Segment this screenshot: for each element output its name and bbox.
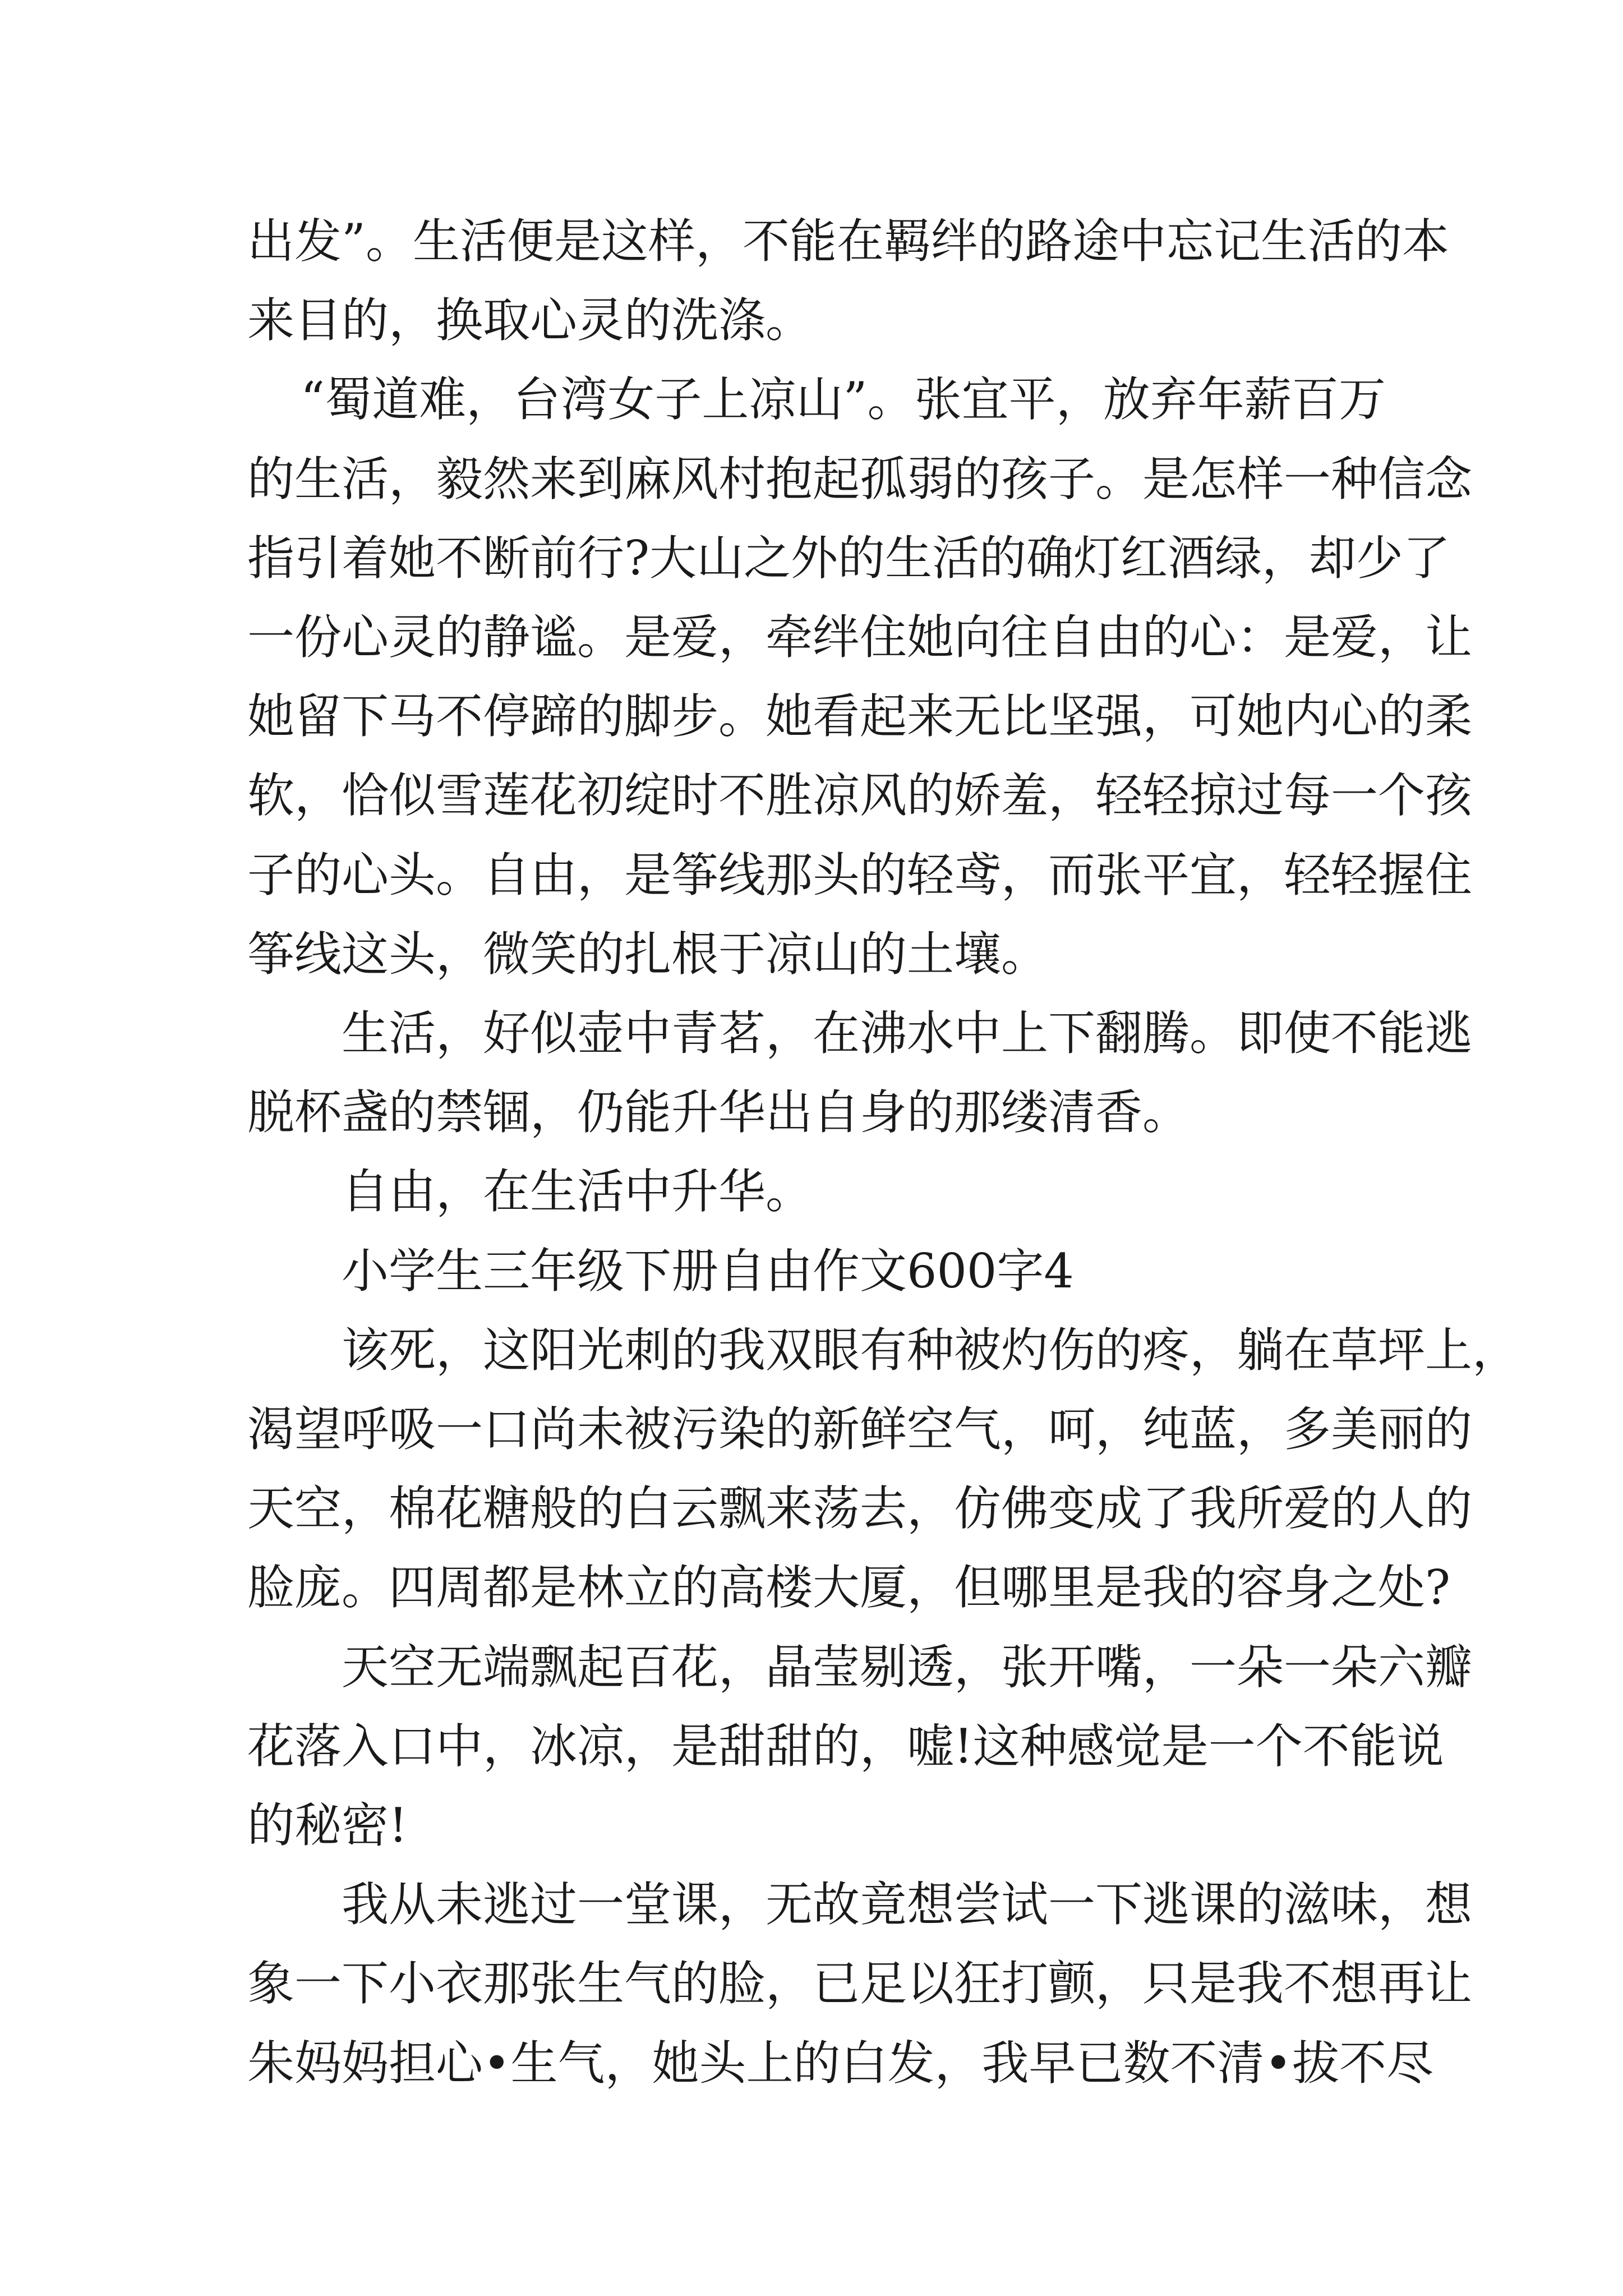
text-line: 软，恰似雪莲花初绽时不胜凉风的娇羞，轻轻掠过每一个孩 — [247, 768, 1473, 823]
text-line: 筝线这头，微笑的扎根于凉山的土壤。 — [247, 926, 1049, 982]
text-line: “蜀道难，台湾女子上凉山”。张宜平，放弃年薪百万 — [301, 372, 1386, 427]
text-line: 象一下小衣那张生气的脸，已足以狂打颤，只是我不想再让 — [247, 1956, 1473, 2012]
text-line: 脱杯盏的禁锢，仍能升华出自身的那缕清香。 — [247, 1085, 1190, 1140]
text-line: 指引着她不断前行?大山之外的生活的确灯红酒绿，却少了 — [247, 530, 1451, 586]
text-line: 自由，在生活中升华。 — [342, 1164, 813, 1220]
paragraph — [247, 1311, 1520, 1628]
text-line: 我从未逃过一堂课，无故竟想尝试一下逃课的滋味，想 — [342, 1877, 1473, 1932]
text-line: 一份心灵的静谧。是爱，牵绊住她向往自由的心：是爱，让 — [247, 610, 1473, 665]
text-line: 她留下马不停蹄的脚步。她看起来无比坚强，可她内心的柔 — [247, 689, 1473, 744]
text-line: 小学生三年级下册自由作文600字4 — [342, 1243, 1074, 1299]
paragraph — [247, 1628, 1473, 1866]
text-line: 来目的，换取心灵的洗涤。 — [247, 293, 813, 348]
paragraph — [247, 202, 1449, 360]
text-line: 的秘密! — [247, 1798, 408, 1853]
section-heading — [247, 1232, 1386, 1311]
text-line: 的生活，毅然来到麻风村抱起孤弱的孩子。是怎样一种信念 — [247, 451, 1473, 507]
text-line: 脸庞。四周都是林立的高楼大厦，但哪里是我的容身之处? — [247, 1560, 1451, 1616]
paragraph — [247, 1865, 1473, 2103]
paragraph — [247, 994, 1473, 1152]
text-line: 渴望呼吸一口尚未被污染的新鲜空气，呵，纯蓝，多美丽的 — [247, 1402, 1473, 1457]
document-body — [247, 202, 1520, 2103]
text-line: 出发”。生活便是这样，不能在羁绊的路途中忘记生活的本 — [247, 214, 1449, 269]
text-line: 天空无端飘起百花，晶莹剔透，张开嘴，一朵一朵六瓣 — [342, 1639, 1473, 1695]
text-line: 花落入口中，冰凉，是甜甜的，嘘!这种感觉是一个不能说 — [247, 1718, 1444, 1774]
paragraph — [247, 360, 1473, 994]
text-line: 该死，这阳光刺的我双眼有种被灼伤的疼，躺在草坪上， — [342, 1322, 1520, 1378]
text-line: 天空，棉花糖般的白云飘来荡去，仿佛变成了我所爱的人的 — [247, 1481, 1473, 1536]
paragraph — [247, 1152, 1386, 1231]
text-line: 子的心头。自由，是筝线那头的轻鸢，而张平宜，轻轻握住 — [247, 847, 1473, 903]
text-line: 朱妈妈担心•生气，她头上的白发，我早已数不清•拔不尽 — [247, 2035, 1434, 2091]
text-line: 生活，好似壶中青茗，在沸水中上下翻腾。即使不能逃 — [342, 1006, 1473, 1061]
